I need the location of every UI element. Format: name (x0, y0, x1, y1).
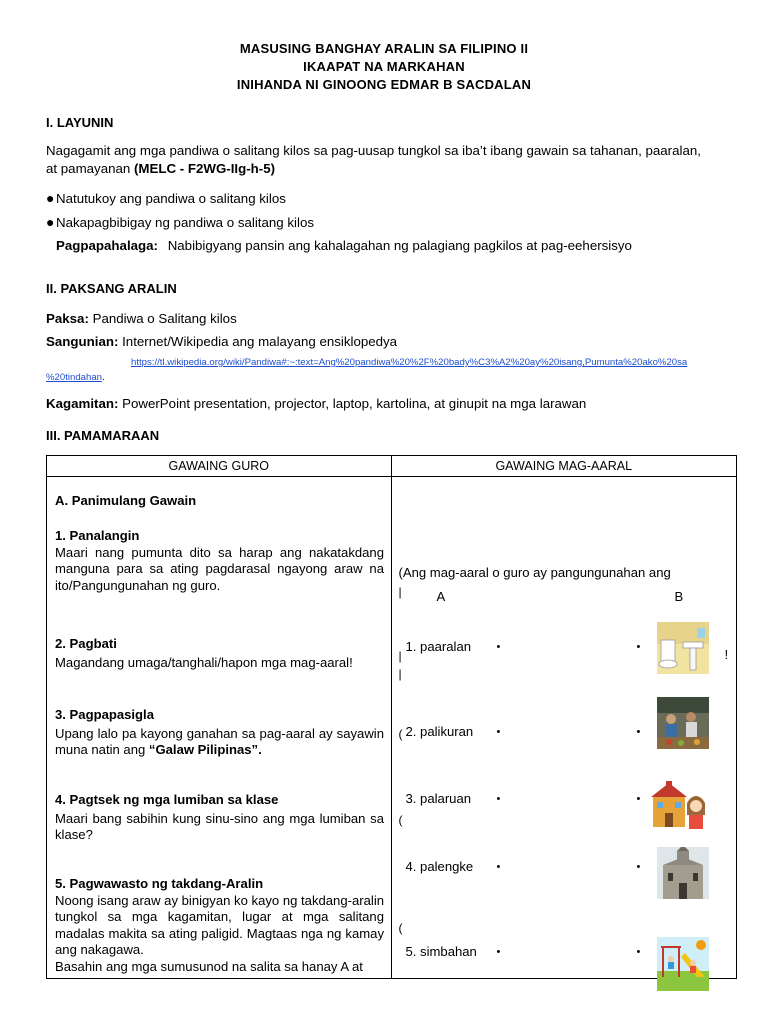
objective-text: Natutukoy ang pandiwa o salitang kilos (56, 191, 286, 206)
match-dot-a5[interactable]: • (496, 946, 501, 958)
step-text: Noong isang araw ay binigyan ko kayo ng takdang-aralin tungkol sa mga kagamitan, lugar at mga salitang madalas makita sa ating paligid. Magtaas nga ng kamay ang nakagawa. (55, 892, 385, 957)
step-pagpapasigla: 3. Pagpapasigla Upang lalo pa kayong ganahan sa pag-aaral ay sayawin muna natin ang “Galaw Pilipinas”. (55, 707, 384, 757)
title-line-3: INIHANDA NI GINOONG EDMAR B SACDALAN (236, 77, 532, 92)
step-title: 3. Pagpapasigla (55, 707, 154, 722)
place-word-palengke: 4. palengke (405, 859, 474, 874)
reference-link-line2: %20tindahan. (46, 372, 105, 383)
layunin-intro-line2 (46, 161, 275, 176)
place-word-palikuran: 2. palikuran (405, 724, 474, 739)
church-picture (657, 847, 709, 899)
sanggunian-line (46, 334, 397, 349)
step-title: 5. Pagwawasto ng takdang-Aralin (55, 876, 264, 891)
section-layunin-title: I. LAYUNIN (46, 115, 114, 130)
column-header-guro: GAWAING GURO (47, 456, 392, 477)
guro-cell (47, 477, 392, 979)
place-word-paaralan: 1. paaralan (405, 639, 472, 654)
column-header-mag-aaral: GAWAING MAG-AARAL (391, 456, 737, 477)
paksa-value: Pandiwa o Salitang kilos (92, 311, 237, 326)
step-text: Magandang umaga/tanghali/hapon mga mag-aaral! (55, 654, 353, 670)
values-text: Nabibigyang pansin ang kahalagahan ng palagiang pagkilos at pag-eehersisyo (167, 238, 632, 253)
section-paksang-aralin-title: II. PAKSANG ARALIN (46, 281, 177, 296)
column-b-label: B (674, 589, 684, 604)
sanggunian-label: Sangunian: (46, 334, 119, 349)
kagamitan-value: PowerPoint presentation, projector, laptop, kartolina, at ginupit na mga larawan (122, 396, 587, 411)
objective-bullet-2 (46, 214, 314, 230)
reference-link-continued[interactable]: %20tindahan (46, 372, 103, 383)
match-dot-a1[interactable]: • (496, 641, 501, 653)
section-pamamaraan-title: III. PAMAMARAAN (46, 428, 160, 443)
step-attendance (55, 792, 384, 844)
reference-link-line1 (131, 353, 687, 368)
title-line-2: IKAAPAT NA MARKAHAN (303, 59, 465, 74)
bullet-icon: ● (46, 214, 55, 230)
bullet-icon: ● (46, 190, 55, 206)
values-label: Pagpapahalaga: (56, 238, 158, 253)
match-dot-b4[interactable]: • (636, 861, 641, 873)
match-dot-b1[interactable]: • (636, 641, 641, 653)
step-text: Maari nang pumunta dito sa harap ang nakatakdang manguna para sa ating pagdarasal ngayong araw na ito/Pangungunahan ng guro. (55, 544, 384, 593)
place-word-simbahan: 5. simbahan (405, 944, 477, 959)
step-pagbati (55, 636, 384, 671)
match-dot-b2[interactable]: • (636, 726, 641, 738)
layunin-intro-end: at pamayanan (46, 161, 131, 176)
toilet-picture (657, 622, 709, 674)
step-text: Maari bang sabihin kung sinu-sino ang mga lumiban sa klase? (55, 810, 384, 842)
values-line (56, 238, 632, 253)
step-text-continued: Basahin ang mga sumusunod na salita sa hanay A at (55, 958, 363, 974)
kagamitan-line (46, 396, 586, 411)
sanggunian-value: Internet/Wikipedia ang malayang ensiklopedya (122, 334, 398, 349)
match-dot-b3[interactable]: • (636, 793, 641, 805)
melc-code: (MELC - F2WG-IIg-h-5) (133, 161, 276, 176)
match-dot-a3[interactable]: • (496, 793, 501, 805)
step-takdang-aralin (55, 876, 384, 975)
column-a-label: A (436, 589, 446, 604)
step-title: 2. Pagbati (55, 636, 117, 651)
step-title: 1. Panalangin (55, 528, 140, 543)
match-dot-a4[interactable]: • (496, 861, 501, 873)
reference-link[interactable]: https://tl.wikipedia.org/wiki/Pandiwa#:~:text=Ang%20pandiwa%20%2F%20bady%C3%A2%20ay%20isang,Pumunta%20ako%20sa (131, 357, 688, 368)
match-dot-b5[interactable]: • (636, 946, 641, 958)
step-title: 4. Pagtsek ng mga lumiban sa klase (55, 792, 279, 807)
school-picture (649, 775, 709, 831)
dance-title: “Galaw Pilipinas” (148, 742, 259, 757)
kagamitan-label: Kagamitan: (46, 396, 119, 411)
objective-bullet-1 (46, 190, 286, 206)
playground-picture (657, 937, 709, 991)
paksa-line (46, 311, 237, 326)
student-response-line: (Ang mag-aaral o guro ay pangungunahan ang (398, 565, 671, 580)
layunin-intro: Nagagamit ang mga pandiwa o salitang kilos sa pag-uusap tungkol sa iba’t ibang gawain sa tahanan, paaralan, (46, 143, 701, 158)
paksa-label: Paksa: (46, 311, 89, 326)
objective-text: Nakapagbibigay ng pandiwa o salitang kilos (56, 215, 314, 230)
place-word-palaruan: 3. palaruan (405, 791, 472, 806)
match-dot-a2[interactable]: • (496, 726, 501, 738)
step-panalangin (55, 528, 384, 594)
market-picture (657, 697, 709, 749)
step-text: Upang lalo pa kayong ganahan sa pag-aaral ay sayawin muna natin ang (55, 725, 384, 757)
mag-aaral-cell: (Ang mag-aaral o guro ay pangungunahan ang | | | ( ( ( ! A B 1. paaralan 2. palikuran 3. palaruan 4. palengke 5. simbahan • • • • • • • • • • (391, 477, 737, 979)
procedure-table (46, 455, 737, 979)
panimulang-gawain-title: A. Panimulang Gawain (55, 493, 197, 508)
title-line-1: MASUSING BANGHAY ARALIN SA FILIPINO II (239, 41, 529, 56)
